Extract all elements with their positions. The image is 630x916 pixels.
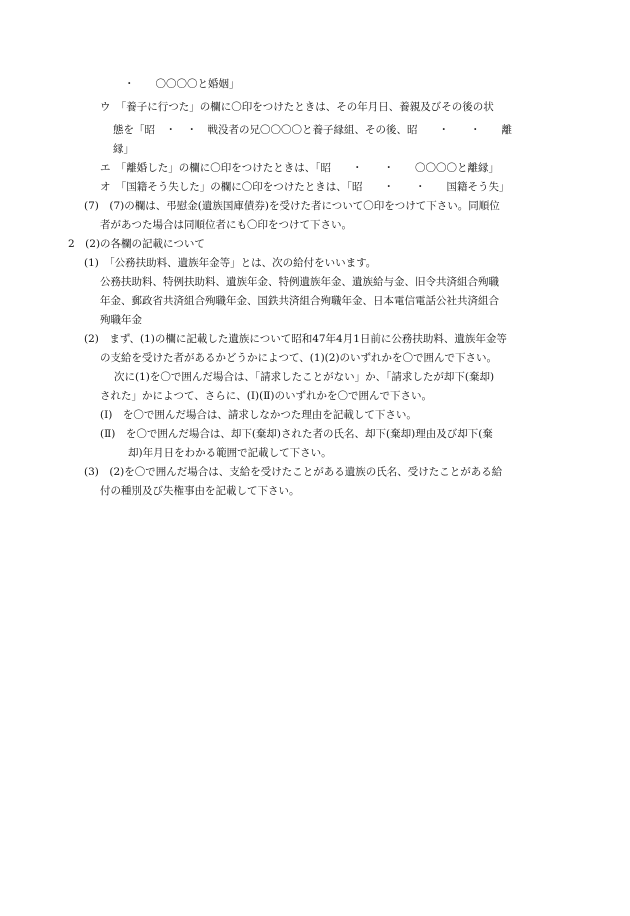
text-line: 者があつた場合は同順位者にも〇印をつけて下さい。 xyxy=(100,219,352,231)
text-line: (3) (2)を〇で囲んだ場合は、支給を受けたことがある遺族の氏名、受けたことがある給 xyxy=(84,466,503,478)
text-line: 却)年月日をわかる範囲で記載して下さい。 xyxy=(128,447,332,459)
text-line: (Ⅱ) を〇で囲んだ場合は、却下(棄却)された者の氏名、却下(棄却)理由及び却下(棄 xyxy=(100,428,493,440)
text-line: (1) 「公務扶助料、遺族年金等」とは、次の給付をいいます。 xyxy=(84,257,377,269)
text-line: (7) (7)の欄は、弔慰金(遺族国庫債券)を受けた者について〇印をつけて下さい。同順位 xyxy=(84,200,500,212)
text-line: 殉職年金 xyxy=(100,314,142,326)
text-line: された」かによつて、さらに、(Ⅰ)(Ⅱ)のいずれかを〇で囲んで下さい。 xyxy=(100,390,432,402)
text-line: 年金、郵政省共済組合殉職年金、国鉄共済組合殉職年金、日本電信電話公社共済組合 xyxy=(100,295,499,307)
text-line: オ 「国籍そう失した」の欄に〇印をつけたときは、「昭 ・ ・ 国籍そう失」 xyxy=(100,181,510,193)
text-line: ・ 〇〇〇〇と婚姻」 xyxy=(124,78,240,90)
text-line: ウ 「養子に行つた」の欄に〇印をつけたときは、その年月日、養親及びその後の状 xyxy=(100,101,494,113)
text-line: (2) まず、(1)の欄に記載した遺族について昭和47年4月1日前に公務扶助料、遺族年金等 xyxy=(84,333,507,345)
section-heading: 2 (2)の各欄の記載について xyxy=(68,238,205,250)
text-line: 縁」 xyxy=(113,143,134,155)
text-line: 態を「昭 ・ ・ 戦没者の兄〇〇〇〇と養子縁組、その後、昭 ・ ・ 離 xyxy=(113,124,512,136)
text-line: 公務扶助料、特例扶助料、遺族年金、特例遺族年金、遺族給与金、旧令共済組合殉職 xyxy=(100,276,499,288)
text-line: 次に(1)を〇で囲んだ場合は、「請求したことがない」か、「請求したが却下(棄却) xyxy=(114,371,495,383)
text-line: エ 「離婚した」の欄に〇印をつけたときは、「昭 ・ ・ 〇〇〇〇と離縁」 xyxy=(100,162,499,174)
text-line: の支給を受けた者があるかどうかによつて、(1)(2)のいずれかを〇で囲んで下さい。 xyxy=(100,352,498,364)
text-line: 付の種別及び失権事由を記載して下さい。 xyxy=(100,485,300,497)
text-line: (Ⅰ) を〇で囲んだ場合は、請求しなかつた理由を記載して下さい。 xyxy=(100,409,417,421)
